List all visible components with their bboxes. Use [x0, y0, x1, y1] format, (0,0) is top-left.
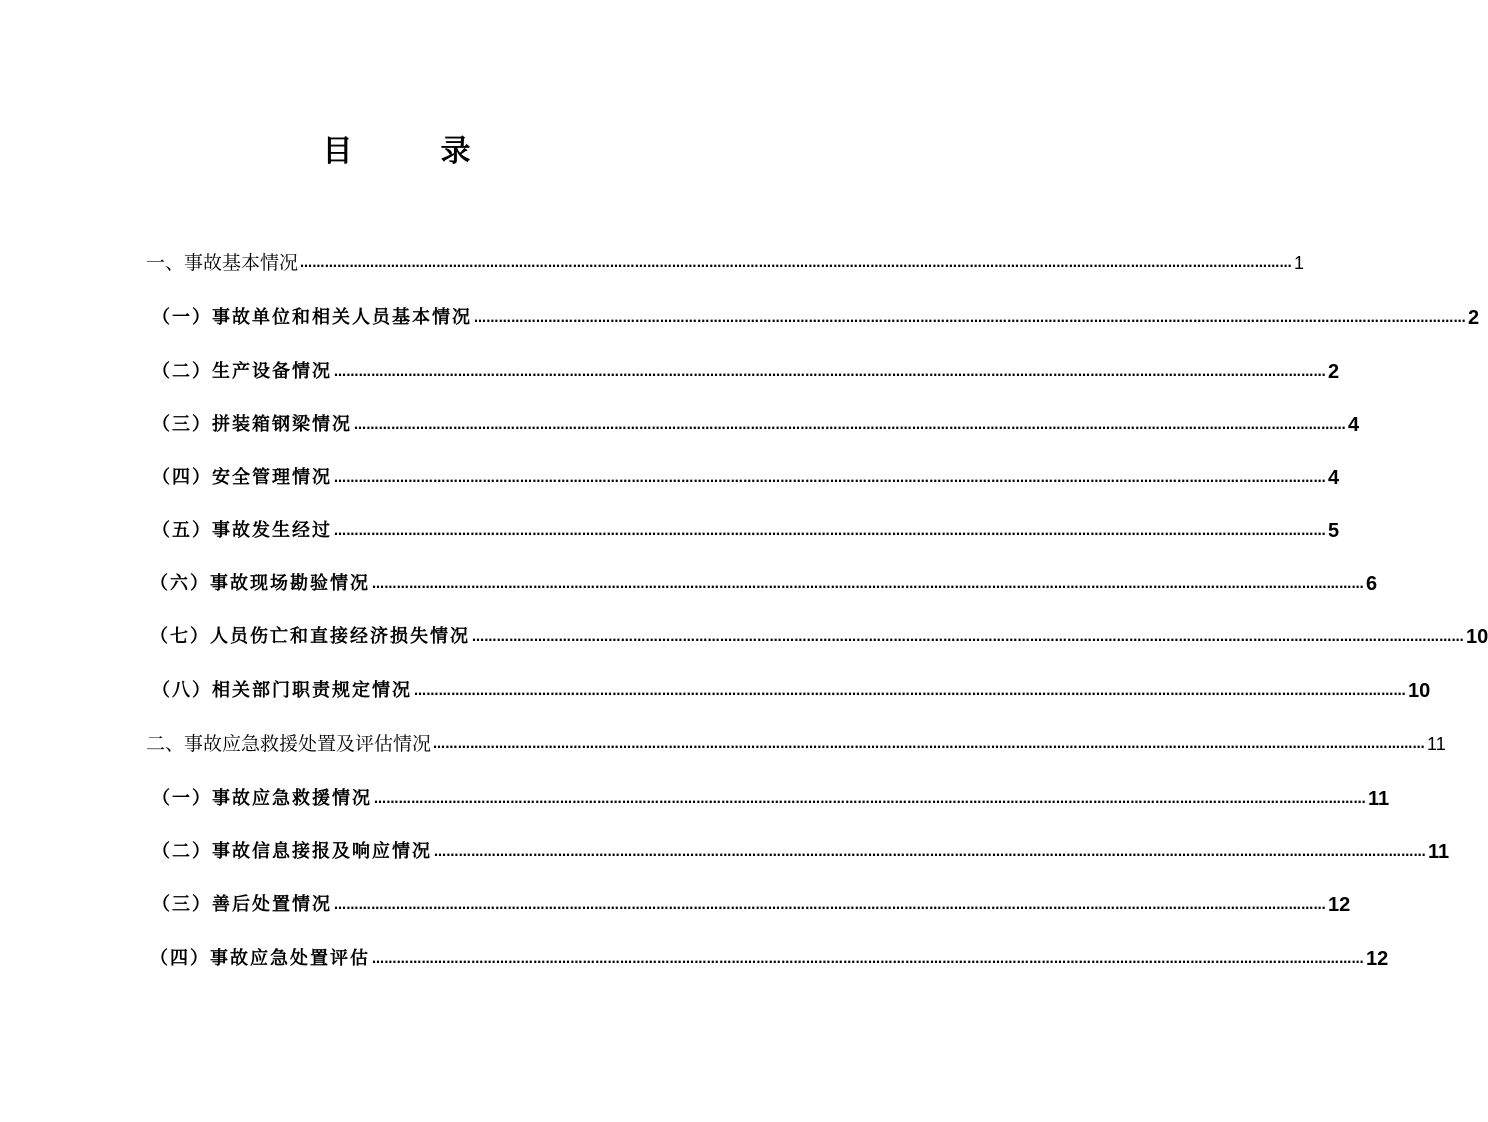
toc-entry[interactable] [152, 782, 1390, 812]
toc-entry[interactable] [146, 246, 1305, 276]
toc-leader-dots: …………………………………………………………………………………………………………………………………………………………………………………………………………………… [433, 737, 1426, 751]
toc-entry[interactable] [152, 674, 1431, 704]
toc-entry-text: （五）事故发生经过 [152, 520, 332, 541]
toc-entry[interactable] [152, 355, 1340, 385]
toc-entry[interactable] [152, 461, 1340, 491]
toc-entry-page: 10 [1466, 626, 1488, 648]
toc-entry-text: （一）事故应急救援情况 [152, 788, 372, 809]
title-char-1: 目 [322, 134, 353, 169]
toc-entry[interactable] [150, 942, 1389, 972]
toc-entry-text: （四）安全管理情况 [152, 467, 332, 488]
toc-leader-dots: …………………………………………………………………………………………………………………………………………………………………………………………………………………… [334, 471, 1326, 485]
toc-leader-dots: …………………………………………………………………………………………………………………………………………………………………………………………………………………… [334, 898, 1326, 912]
toc-entry[interactable] [152, 888, 1351, 918]
toc-entry-text: 二、事故应急救援处置及评估情况 [146, 733, 432, 755]
toc-entry[interactable] [152, 514, 1340, 544]
toc-entry-text: （四）事故应急处置评估 [150, 948, 370, 969]
toc-entry-page: 11 [1427, 734, 1446, 754]
toc-entry-page: 2 [1328, 361, 1340, 383]
toc-entry-text: （七）人员伤亡和直接经济损失情况 [150, 626, 470, 647]
toc-entry-page: 12 [1366, 948, 1389, 970]
toc-entry-text: （三）善后处置情况 [152, 894, 332, 915]
toc-entry[interactable] [152, 835, 1450, 865]
toc-leader-dots: …………………………………………………………………………………………………………………………………………………………………………………………………………………… [372, 577, 1364, 591]
toc-entry-page: 10 [1408, 680, 1431, 702]
toc-leader-dots: …………………………………………………………………………………………………………………………………………………………………………………………………………………… [414, 684, 1406, 698]
toc-entry-text: （八）相关部门职责规定情况 [152, 680, 412, 701]
toc-entry-text: （二）事故信息接报及响应情况 [152, 841, 432, 862]
toc-entry-page: 11 [1368, 788, 1390, 810]
toc-entry[interactable] [146, 727, 1446, 757]
toc-entry-text: （一）事故单位和相关人员基本情况 [152, 307, 472, 328]
toc-entry-page: 12 [1328, 894, 1351, 916]
toc-entry-text: （六）事故现场勘验情况 [150, 573, 370, 594]
toc-entry-page: 6 [1366, 573, 1378, 595]
title-char-2: 录 [440, 134, 471, 169]
toc-entry[interactable] [152, 408, 1360, 438]
toc-entry-page: 4 [1328, 467, 1340, 489]
toc-leader-dots: …………………………………………………………………………………………………………………………………………………………………………………………………………………… [472, 630, 1464, 644]
toc-leader-dots: …………………………………………………………………………………………………………………………………………………………………………………………………………………… [334, 524, 1326, 538]
toc-entry-page: 11 [1428, 841, 1450, 863]
toc-leader-dots: …………………………………………………………………………………………………………………………………………………………………………………………………………………… [354, 418, 1346, 432]
toc-entry-page: 2 [1468, 307, 1480, 329]
toc-entry-text: （三）拼装箱钢梁情况 [152, 414, 352, 435]
toc-entry-page: 4 [1348, 414, 1360, 436]
toc-entry-page: 5 [1328, 520, 1340, 542]
toc-entry-text: 一、事故基本情况 [146, 252, 299, 274]
toc-leader-dots: …………………………………………………………………………………………………………………………………………………………………………………………………………………… [434, 845, 1426, 859]
toc-leader-dots: …………………………………………………………………………………………………………………………………………………………………………………………………………………… [374, 792, 1366, 806]
toc-entry[interactable] [150, 567, 1378, 597]
toc-entry-page: 1 [1294, 253, 1305, 273]
toc-entry-text: （二）生产设备情况 [152, 361, 332, 382]
toc-leader-dots: …………………………………………………………………………………………………………………………………………………………………………………………………………………… [300, 256, 1293, 270]
toc-entry[interactable] [152, 301, 1480, 331]
toc-entry[interactable] [150, 620, 1488, 650]
toc-leader-dots: …………………………………………………………………………………………………………………………………………………………………………………………………………………… [334, 365, 1326, 379]
toc-leader-dots: …………………………………………………………………………………………………………………………………………………………………………………………………………………… [474, 311, 1466, 325]
toc-leader-dots: …………………………………………………………………………………………………………………………………………………………………………………………………………………… [372, 952, 1364, 966]
page-title [0, 132, 793, 172]
